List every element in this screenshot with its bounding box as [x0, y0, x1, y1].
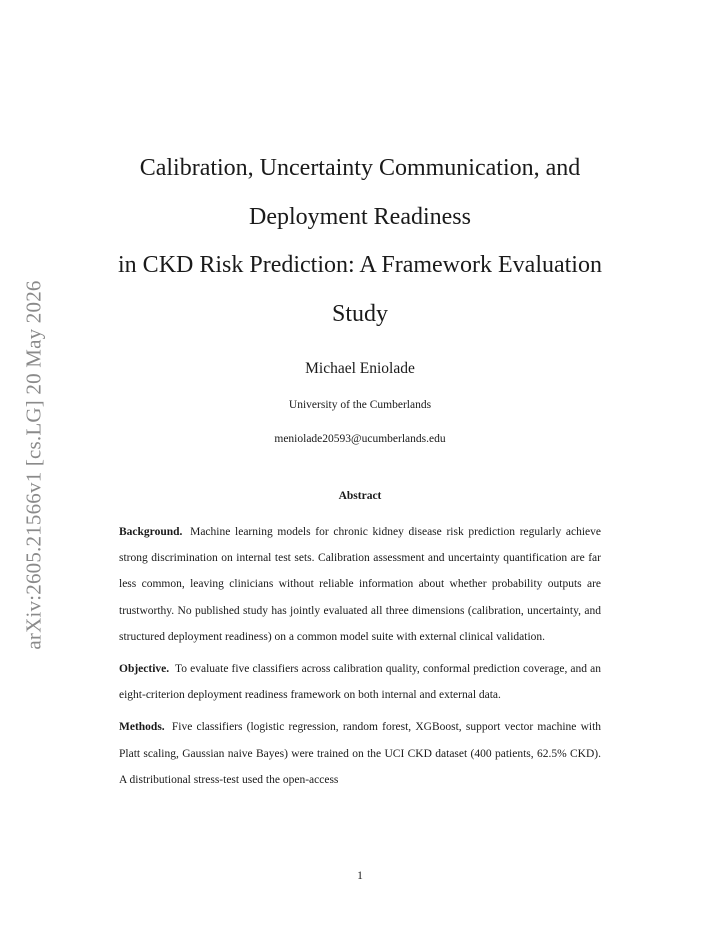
paper-title — [110, 144, 610, 338]
paragraph-text: Machine learning models for chronic kidney disease risk prediction regularly achieve strong discrimination on internal test sets. Calibration assessment and uncertainty quantification are far less common, leaving clinicians without reliable information about whether probability outputs are trustworthy. No published study has jointly evaluated all three dimensions (calibration, uncertainty, and structured deployment readiness) on a common model suite with external clinical validation. — [119, 526, 602, 643]
page-number: 1 — [357, 870, 363, 882]
title-line: Calibration, Uncertainty Communication, and — [139, 155, 581, 181]
title-line: in CKD Risk Prediction: A Framework Evaluation — [118, 252, 602, 278]
paragraph-label: Objective. — [119, 663, 170, 676]
abstract-paragraph-objective — [119, 656, 601, 708]
paragraph-label: Methods. — [119, 721, 165, 734]
title-line: Study — [331, 300, 388, 327]
abstract-paragraph-background — [119, 519, 601, 650]
abstract-paragraph-methods — [119, 714, 601, 793]
author-name: Michael Eniolade — [305, 360, 415, 377]
abstract-heading: Abstract — [338, 490, 382, 502]
author-email: meniolade20593@ucumberlands.edu — [274, 433, 446, 445]
abstract-body — [119, 519, 601, 799]
author-affiliation: University of the Cumberlands — [288, 399, 432, 411]
paragraph-text: To evaluate five classifiers across calibration quality, conformal prediction coverage, and an eight-criterion deployment readiness framework on both internal and external data. — [119, 663, 601, 702]
title-line: Deployment Readiness — [249, 203, 471, 230]
paragraph-label: Background. — [119, 526, 183, 538]
paragraph-text: Five classifiers (logistic regression, random forest, XGBoost, support vector machine with Platt scaling, Gaussian naive Bayes) were trained on the UCI CKD dataset (400 patients, 62.5% CKD). A distributional stress-test used the open-access — [119, 721, 602, 786]
arxiv-identifier-stamp: arXiv:2605.21566v1 [cs.LG] 20 May 2026 — [21, 280, 46, 650]
